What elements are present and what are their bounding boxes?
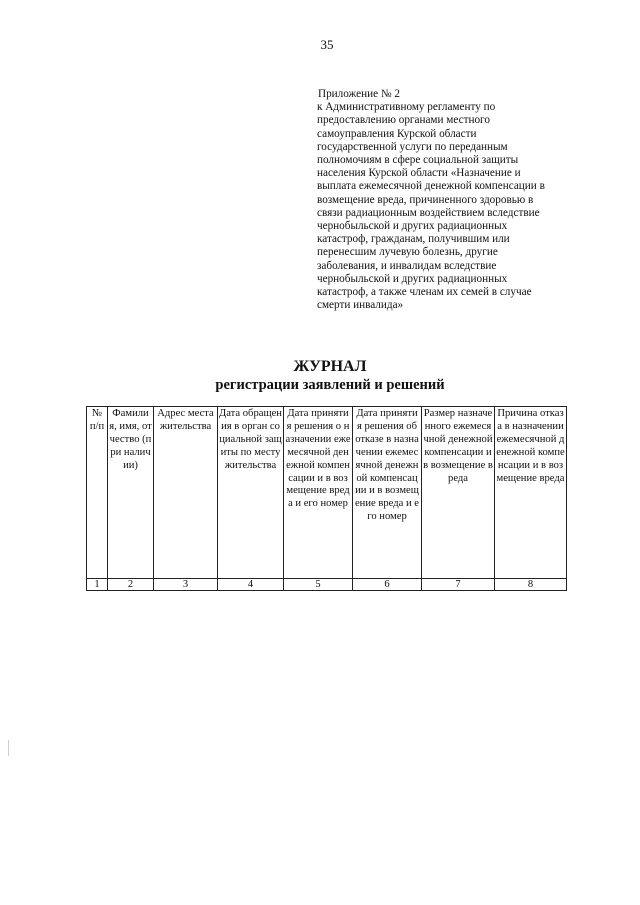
appendix-line: населения Курской области «Назначение и xyxy=(317,167,521,180)
column-number: 6 xyxy=(353,579,422,591)
header-address: Адрес места жительства xyxy=(154,407,218,579)
appendix-line: к Административному регламенту по xyxy=(317,101,496,114)
appendix-line: смерти инвалида» xyxy=(317,299,404,312)
appendix-line: Приложение № 2 xyxy=(318,88,400,100)
column-number: 5 xyxy=(284,579,353,591)
appendix-line: выплата ежемесячной денежной компенсации в xyxy=(317,180,545,193)
journal-table xyxy=(86,406,567,591)
appendix-line: заболевания, и инвалидам вследствие xyxy=(317,259,497,272)
header-full-name: Фамилия, имя, отчество (при наличии) xyxy=(108,407,154,579)
column-number: 2 xyxy=(108,579,154,591)
appendix-line: государственной услуги по переданным xyxy=(317,140,508,153)
appendix-line: катастроф, гражданам, получившим или xyxy=(317,233,510,246)
journal-subtitle: регистрации заявлений и решений xyxy=(215,377,445,393)
page-number: 35 xyxy=(320,37,334,52)
appendix-line: катастроф, а также членам их семей в случае xyxy=(317,286,532,299)
scan-margin-mark xyxy=(8,740,9,756)
appendix-line: чернобыльской и других радиационных xyxy=(317,272,508,285)
appendix-line: перенесшим лучевую болезнь, другие xyxy=(317,246,498,259)
column-number: 8 xyxy=(495,579,567,591)
header-assignment-decision: Дата принятия решения о назначении ежемесячной денежной компенсации и в возмещение вреда и его номер xyxy=(284,407,353,579)
appendix-note xyxy=(317,88,577,312)
table-header-row xyxy=(87,407,567,579)
appendix-line: чернобыльской и других радиационных xyxy=(317,220,508,233)
column-number: 7 xyxy=(422,579,495,591)
appendix-line: возмещение вреда, причиненного здоровью в xyxy=(317,193,534,206)
table-row xyxy=(87,579,567,591)
appendix-line: связи радиационным воздействием вследствие xyxy=(317,206,540,219)
header-application-date: Дата обращения в орган социальной защиты по месту жительства xyxy=(218,407,284,579)
appendix-line: полномочиям в сфере социальной защиты xyxy=(317,154,519,167)
header-refusal-decision: Дата принятия решения об отказе в назначении ежемесячной денежной компенсации и в возмещение вреда и его номер xyxy=(353,407,422,579)
column-number: 3 xyxy=(154,579,218,591)
column-number: 1 xyxy=(87,579,108,591)
journal-title: ЖУРНАЛ xyxy=(293,358,367,375)
header-refusal-reason: Причина отказа в назначении ежемесячной денежной компенсации и в возмещение вреда xyxy=(495,407,567,579)
column-number: 4 xyxy=(218,579,284,591)
header-compensation-amount: Размер назначенного ежемесячной денежной компенсации и в возмещение вреда xyxy=(422,407,495,579)
header-number: № п/п xyxy=(87,407,108,579)
appendix-line: самоуправления Курской области xyxy=(317,127,477,140)
appendix-line: предоставлению органами местного xyxy=(317,114,490,127)
